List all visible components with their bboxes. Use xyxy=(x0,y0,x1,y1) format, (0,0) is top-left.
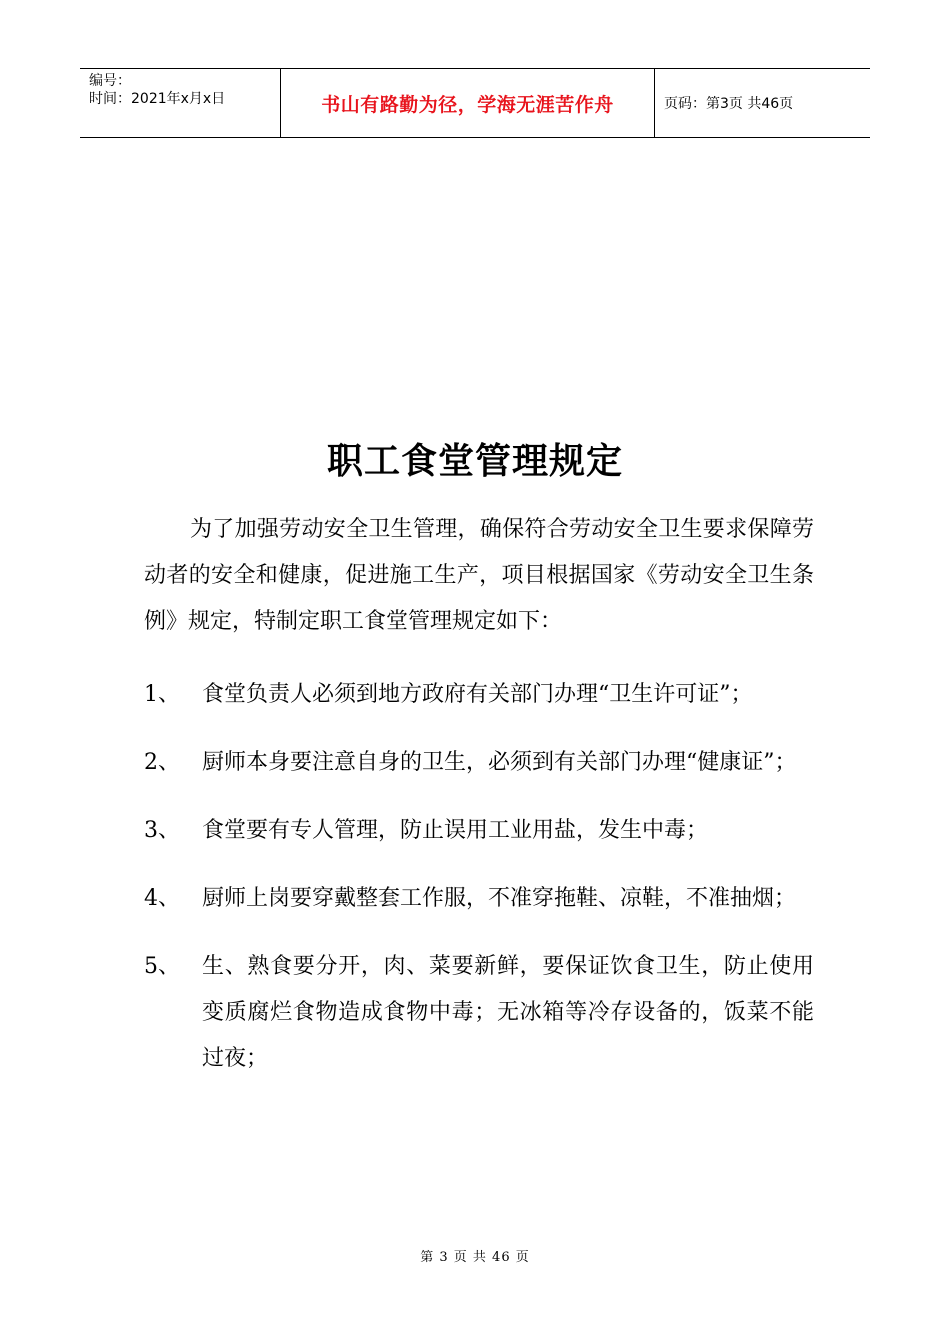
list-item-text: 食堂负责人必须到地方政府有关部门办理“卫生许可证”； xyxy=(202,682,753,707)
list-item-number: 5、 xyxy=(144,954,180,979)
list-item xyxy=(144,944,814,1082)
header-meta xyxy=(80,69,281,137)
header-page-info: 页码：第3页 共46页 xyxy=(664,96,794,112)
page-header xyxy=(80,68,870,138)
document-time-label: 时间：2021年x月x日 xyxy=(89,91,226,107)
list-item-number: 3、 xyxy=(144,818,180,843)
list-item xyxy=(144,740,814,786)
page-footer: 第 3 页 共 46 页 xyxy=(420,1250,530,1265)
list-item xyxy=(144,672,814,718)
rules-list xyxy=(144,672,814,1082)
list-item-number: 1、 xyxy=(144,682,180,707)
document-title: 职工食堂管理规定 xyxy=(326,441,623,482)
document-number-label: 编号： xyxy=(89,73,131,89)
header-motto: 书山有路勤为径，学海无涯苦作舟 xyxy=(281,69,655,137)
list-item xyxy=(144,876,814,922)
list-item-number: 4、 xyxy=(144,886,180,911)
list-item-text: 食堂要有专人管理，防止误用工业用盐，发生中毒； xyxy=(202,818,709,843)
list-item-number: 2、 xyxy=(144,750,180,775)
list-item-text: 厨师本身要注意自身的卫生，必须到有关部门办理“健康证”； xyxy=(202,750,797,775)
intro-paragraph: 为了加强劳动安全卫生管理，确保符合劳动安全卫生要求保障劳动者的安全和健康，促进施工生产，项目根据国家《劳动安全卫生条例》规定，特制定职工食堂管理规定如下： xyxy=(144,517,814,634)
list-item-text: 生、熟食要分开，肉、菜要新鲜，要保证饮食卫生，防止使用变质腐烂食物造成食物中毒；无冰箱等冷存设备的，饭菜不能过夜； xyxy=(202,954,814,1071)
list-item-text: 厨师上岗要穿戴整套工作服，不准穿拖鞋、凉鞋，不准抽烟； xyxy=(202,886,797,911)
list-item xyxy=(144,808,814,854)
